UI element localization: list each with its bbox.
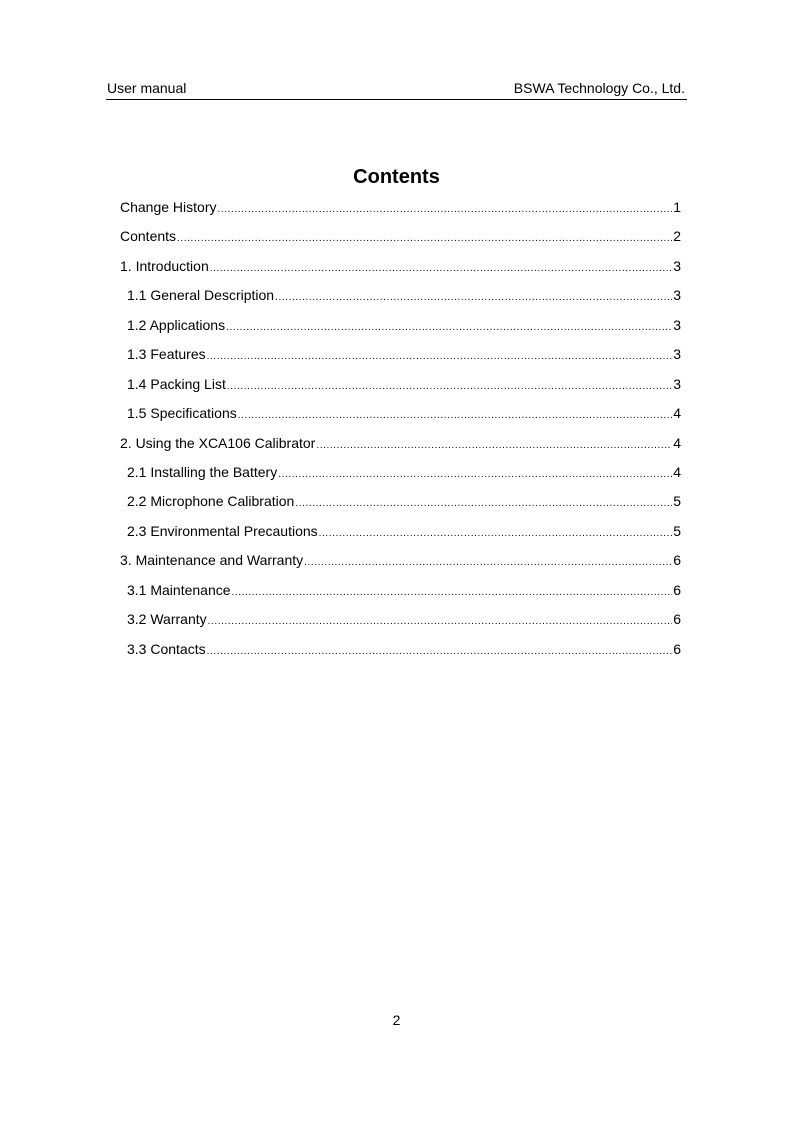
toc-entry[interactable] (120, 636, 681, 665)
toc-entry[interactable] (120, 282, 681, 311)
toc-entry-title: 1.5 Specifications (127, 405, 237, 422)
toc-dot-leader (304, 550, 672, 576)
toc-dot-leader (275, 285, 672, 311)
toc-entry-page-number: 6 (673, 640, 681, 657)
toc-dot-leader (238, 403, 672, 429)
toc-entry[interactable] (120, 312, 681, 341)
toc-entry-title: Change History (120, 199, 217, 215)
toc-entry-page-number: 2 (673, 228, 681, 245)
table-of-contents (120, 194, 681, 665)
toc-entry-page-number: 3 (673, 375, 681, 392)
header-company-name: BSWA Technology Co., Ltd. (513, 80, 685, 96)
toc-entry-title: 1.4 Packing List (127, 375, 226, 392)
toc-entry-page-number: 3 (673, 316, 681, 333)
page-number: 2 (392, 1012, 401, 1028)
toc-entry[interactable] (120, 341, 681, 370)
toc-entry-title: 2.3 Environmental Precautions (127, 522, 318, 539)
toc-entry-title: 1.3 Features (127, 346, 206, 363)
toc-entry[interactable] (120, 518, 681, 547)
toc-entry-title: 3.3 Contacts (127, 640, 206, 657)
toc-dot-leader (295, 491, 672, 517)
toc-entry-title: 3.1 Maintenance (127, 581, 231, 598)
toc-entry-page-number: 5 (673, 522, 681, 539)
toc-entry-title: 1. Introduction (120, 257, 209, 274)
toc-entry-page-number: 3 (673, 287, 681, 304)
toc-entry[interactable] (120, 400, 681, 429)
toc-entry-page-number: 6 (673, 552, 681, 569)
toc-dot-leader (218, 197, 673, 223)
toc-entry-page-number: 3 (673, 257, 681, 274)
toc-entry[interactable] (120, 253, 681, 282)
toc-entry[interactable] (120, 430, 681, 459)
toc-dot-leader (210, 256, 672, 282)
toc-dot-leader (319, 521, 673, 547)
toc-dot-leader (177, 226, 672, 252)
toc-entry[interactable] (120, 606, 681, 635)
toc-dot-leader (227, 374, 672, 400)
toc-dot-leader (207, 639, 673, 665)
toc-entry-title: 3. Maintenance and Warranty (120, 552, 304, 569)
toc-entry-page-number: 5 (673, 493, 681, 510)
toc-entry-title: Contents (120, 228, 177, 245)
toc-entry[interactable] (120, 577, 681, 606)
toc-entry-page-number: 4 (673, 405, 681, 422)
toc-dot-leader (232, 580, 673, 606)
toc-entry-page-number: 4 (673, 463, 681, 480)
toc-dot-leader (316, 433, 672, 459)
toc-entry-title: 1.1 General Description (127, 287, 275, 304)
toc-dot-leader (278, 462, 672, 488)
toc-dot-leader (226, 315, 672, 341)
toc-entry[interactable] (120, 459, 681, 488)
toc-entry-page-number: 3 (673, 346, 681, 363)
toc-dot-leader (207, 344, 673, 370)
header-document-type: User manual (107, 80, 187, 96)
toc-title: Contents (353, 166, 440, 188)
toc-entry-title: 2.1 Installing the Battery (127, 463, 278, 480)
toc-entry-page-number: 6 (673, 581, 681, 598)
toc-entry-page-number: 6 (673, 611, 681, 628)
toc-entry-title: 2.2 Microphone Calibration (127, 493, 295, 510)
toc-entry-page-number: 4 (673, 434, 681, 451)
page-header (106, 80, 687, 100)
toc-entry-page-number: 1 (673, 199, 681, 215)
toc-entry[interactable] (120, 194, 681, 223)
toc-entry-title: 1.2 Applications (127, 316, 226, 333)
toc-entry[interactable] (120, 547, 681, 576)
toc-dot-leader (208, 609, 673, 635)
toc-entry[interactable] (120, 371, 681, 400)
toc-entry-title: 3.2 Warranty (127, 611, 207, 628)
toc-entry[interactable] (120, 488, 681, 517)
toc-entry-title: 2. Using the XCA106 Calibrator (120, 434, 316, 451)
toc-entry[interactable] (120, 223, 681, 252)
